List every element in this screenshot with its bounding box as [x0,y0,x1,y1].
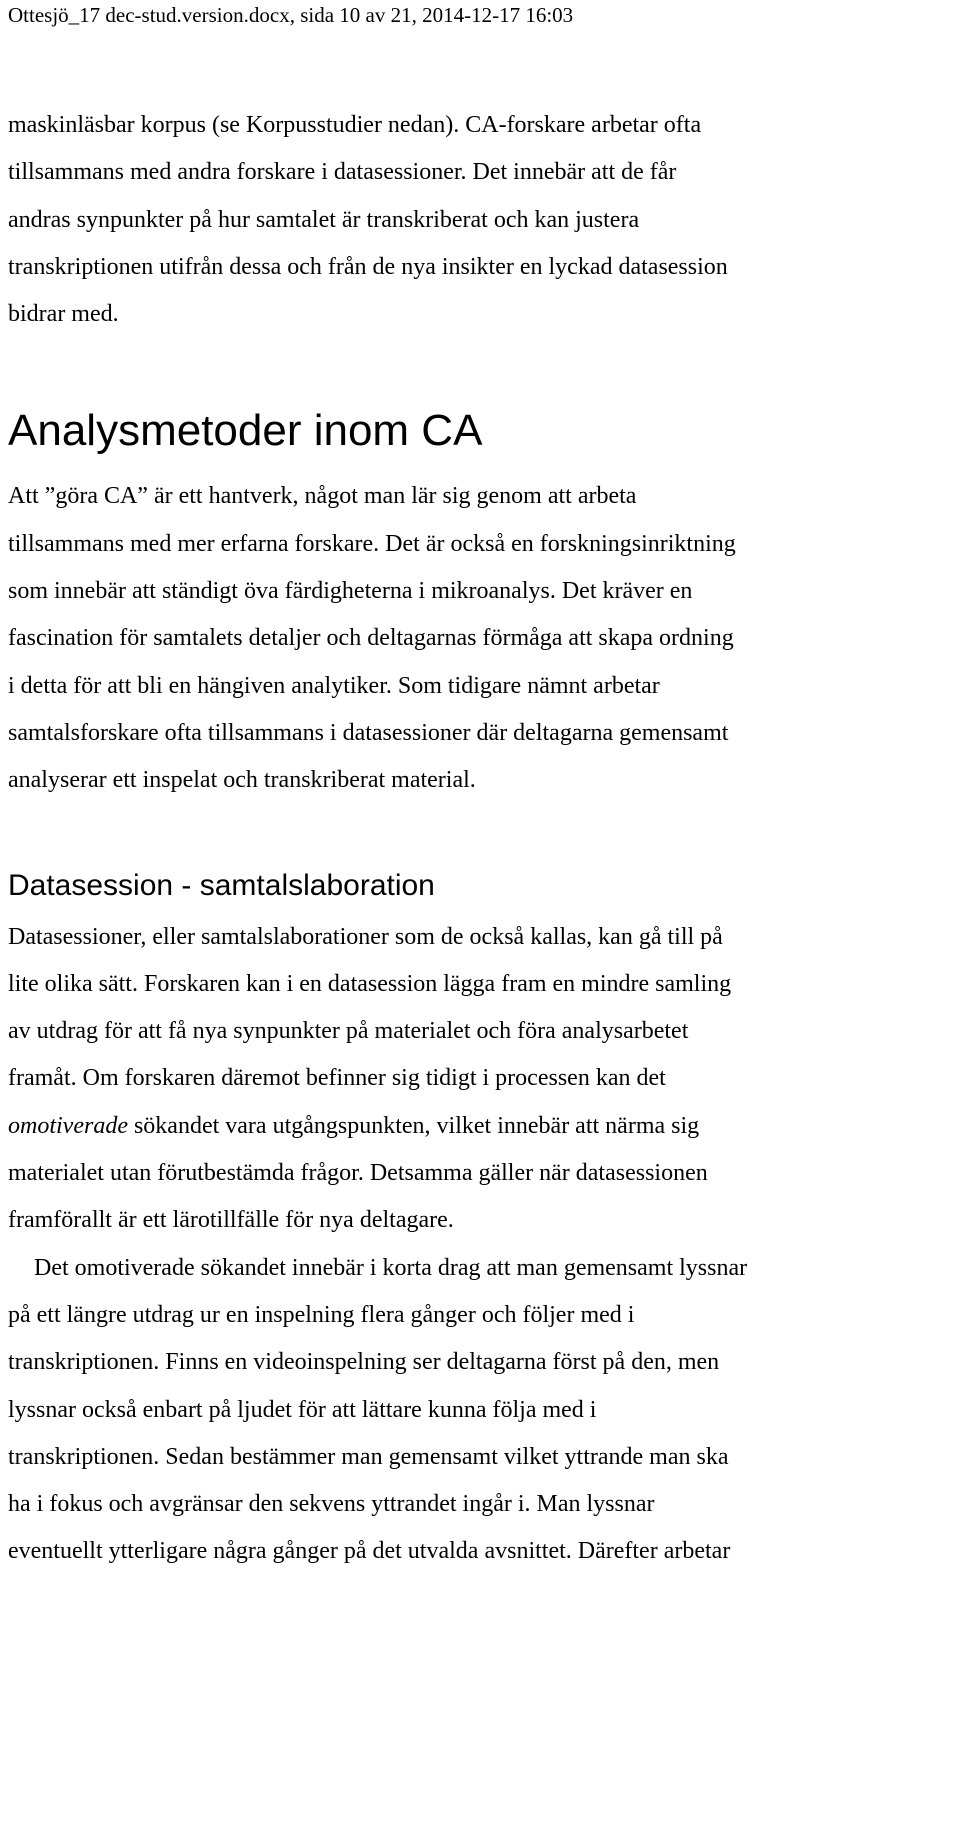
text-line: lyssnar också enbart på ljudet för att lättare kunna följa med i [8,1396,597,1423]
text-segment: sökandet vara utgångspunkten, vilket innebär att närma sig [127,1112,700,1139]
document-page [8,102,953,1576]
text-line: bidrar med. [8,301,119,328]
text-line: Datasessioner, eller samtalslaborationer som de också kallas, kan gå till på [8,923,723,950]
text-line: i detta för att bli en hängiven analytiker. Som tidigare nämnt arbetar [8,672,660,699]
text-line: andras synpunkter på hur samtalet är transkriberat och kan justera [8,206,640,233]
text-line: framåt. Om forskaren däremot befinner sig tidigt i processen kan det [8,1065,666,1092]
text-line: fascination för samtalets detaljer och deltagarnas förmåga att skapa ordning [8,625,734,652]
paragraph-intro [8,102,953,338]
text-line: av utdrag för att få nya synpunkter på materialet och föra analysarbetet [8,1018,689,1045]
text-line: eventuellt ytterligare några gånger på det utvalda avsnittet. Därefter arbetar [8,1538,731,1565]
text-line: som innebär att ständigt öva färdigheterna i mikroanalys. Det kräver en [8,578,693,605]
text-line: tillsammans med mer erfarna forskare. Det är också en forskningsinriktning [8,530,736,557]
text-line: på ett längre utdrag ur en inspelning flera gånger och följer med i [8,1301,635,1328]
text-line [8,1103,953,1150]
text-line: transkriptionen. Finns en videoinspelning ser deltagarna först på den, men [8,1349,720,1376]
text-line: maskinläsbar korpus (se Korpusstudier nedan). CA-forskare arbetar ofta [8,112,702,138]
paragraph-datasession [8,914,953,1245]
text-line: materialet utan förutbestämda frågor. Detsamma gäller när datasessionen [8,1160,708,1187]
text-line: Att ”göra CA” är ett hantverk, något man lär sig genom att arbeta [8,483,637,510]
text-line: samtalsforskare ofta tillsammans i datasessioner där deltagarna gemensamt [8,719,729,746]
text-line: tillsammans med andra forskare i datasessioner. Det innebär att de får [8,159,677,186]
paragraph-omotiverat-sokande [8,1245,953,1576]
text-line: transkriptionen. Sedan bestämmer man gemensamt vilket yttrande man ska [8,1443,729,1470]
text-line: analyserar ett inspelat och transkriberat material. [8,767,476,794]
text-line: transkriptionen utifrån dessa och från de nya insikter en lyckad datasession [8,253,728,280]
section-heading-datasession: Datasession - samtalslaboration [8,868,435,902]
document-header: Ottesjö_17 dec-stud.version.docx, sida 10 av 21, 2014-12-17 16:03 [8,3,574,27]
italic-term: omotiverade [8,1112,128,1139]
section-heading-analysmetoder: Analysmetoder inom CA [8,406,483,456]
text-line: ha i fokus och avgränsar den sekvens yttrandet ingår i. Man lyssnar [8,1491,655,1518]
text-line: framförallt är ett lärotillfälle för nya deltagare. [8,1207,454,1234]
paragraph-analysmetoder [8,473,953,804]
text-line: Det omotiverade sökandet innebär i korta drag att man gemensamt lyssnar [34,1254,748,1281]
text-line: lite olika sätt. Forskaren kan i en datasession lägga fram en mindre samling [8,970,732,997]
